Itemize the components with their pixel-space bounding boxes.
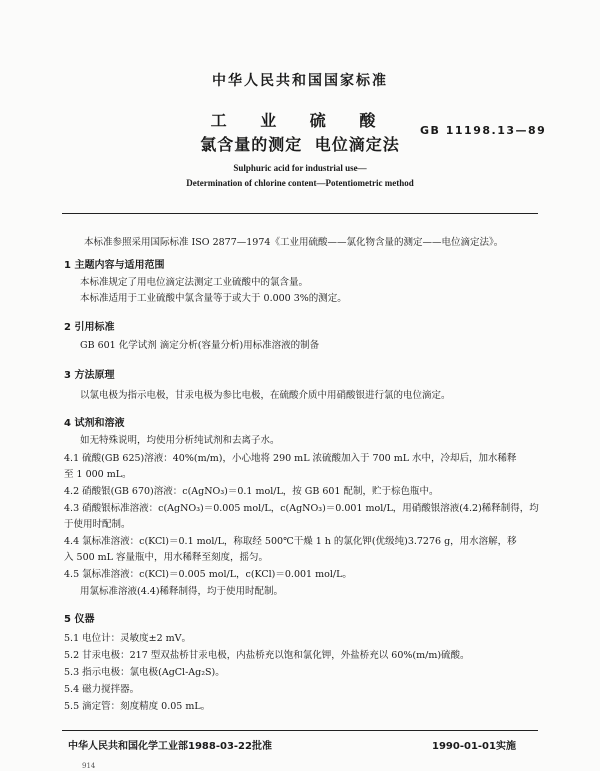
section-3-paragraph: 以氯电极为指示电极，甘汞电极为参比电极，在硫酸介质中用硝酸银进行氯的电位滴定。 bbox=[80, 390, 451, 401]
section-5-heading: 5 仪器 bbox=[64, 614, 95, 625]
item-4-3-line-2: 于使用时配制。 bbox=[64, 519, 131, 530]
section-4-intro: 如无特殊说明，均使用分析纯试剂和去离子水。 bbox=[80, 435, 280, 446]
section-2-reference: GB 601 化学试剂 滴定分析(容量分析)用标准溶液的制备 bbox=[80, 340, 320, 351]
item-4-5-line-1: 4.5 氯标准溶液：c(KCl)＝0.005 mol/L，c(KCl)＝0.001 mol/L。 bbox=[64, 569, 352, 580]
item-5-5: 5.5 滴定管：刻度精度 0.05 mL。 bbox=[64, 701, 211, 712]
item-4-3-line-1: 4.3 硝酸银标准溶液：c(AgNO₃)＝0.005 mol/L，c(AgNO₃)＝0.001 mol/L，用硝酸银溶液(4.2)稀释制得，均 bbox=[64, 503, 539, 514]
header-divider bbox=[62, 213, 538, 214]
item-4-4-line-2: 入 500 mL 容量瓶中，用水稀释至刻度，摇匀。 bbox=[64, 552, 269, 563]
implementation-date: 1990-01-01实施 bbox=[432, 741, 516, 752]
item-5-1: 5.1 电位计：灵敏度±2 mV。 bbox=[64, 633, 192, 644]
national-standard-title: 中华人民共和国国家标准 bbox=[212, 73, 388, 89]
section-1-paragraph-2: 本标准适用于工业硫酸中氯含量等于或大于 0.000 3%的测定。 bbox=[80, 293, 347, 304]
item-5-2: 5.2 甘汞电极：217 型双盐桥甘汞电极，内盐桥充以饱和氯化钾，外盐桥充以 60%(m/m)硫酸。 bbox=[64, 650, 470, 661]
intro-paragraph: 本标准参照采用国际标准 ISO 2877—1974《工业用硫酸——氯化物含量的测定——电位滴定法》。 bbox=[84, 237, 504, 248]
title-english-line-1: Sulphuric acid for industrial use— bbox=[233, 163, 367, 173]
page-number: 914 bbox=[82, 762, 96, 770]
section-1-paragraph-1: 本标准规定了用电位滴定法测定工业硫酸中的氯含量。 bbox=[80, 277, 309, 288]
item-5-4: 5.4 磁力搅拌器。 bbox=[64, 684, 140, 695]
title-english-line-2: Determination of chlorine content—Potentiometric method bbox=[186, 178, 414, 188]
title-chinese-line-1: 工 业 硫 酸 bbox=[210, 111, 390, 130]
item-5-3: 5.3 指示电极：氯电极(AgCl-Ag₂S)。 bbox=[64, 667, 225, 678]
section-4-heading: 4 试剂和溶液 bbox=[64, 418, 125, 429]
standard-number: GB 11198.13—89 bbox=[420, 124, 547, 137]
title-chinese-line-2: 氯含量的测定 电位滴定法 bbox=[200, 135, 400, 154]
item-4-2: 4.2 硝酸银(GB 670)溶液：c(AgNO₃)＝0.1 mol/L，按 GB 601 配制，贮于棕色瓶中。 bbox=[64, 486, 439, 497]
item-4-1-line-1: 4.1 硫酸(GB 625)溶液：40%(m/m)，小心地将 290 mL 浓硫酸加入于 700 mL 水中，冷却后，加水稀释 bbox=[64, 453, 517, 464]
section-2-heading: 2 引用标准 bbox=[64, 322, 115, 333]
item-4-5-line-2: 用氯标准溶液(4.4)稀释制得，均于使用时配制。 bbox=[80, 586, 284, 597]
item-4-1-line-2: 至 1 000 mL。 bbox=[64, 469, 132, 480]
section-3-heading: 3 方法原理 bbox=[64, 370, 115, 381]
item-4-4-line-1: 4.4 氯标准溶液：c(KCl)＝0.1 mol/L，称取经 500℃干燥 1 h 的氯化钾(优级纯)3.7276 g，用水溶解，移 bbox=[64, 536, 517, 547]
footer-divider bbox=[62, 730, 538, 731]
section-1-heading: 1 主题内容与适用范围 bbox=[64, 260, 165, 271]
approval-statement: 中华人民共和国化学工业部1988-03-22批准 bbox=[68, 741, 272, 752]
